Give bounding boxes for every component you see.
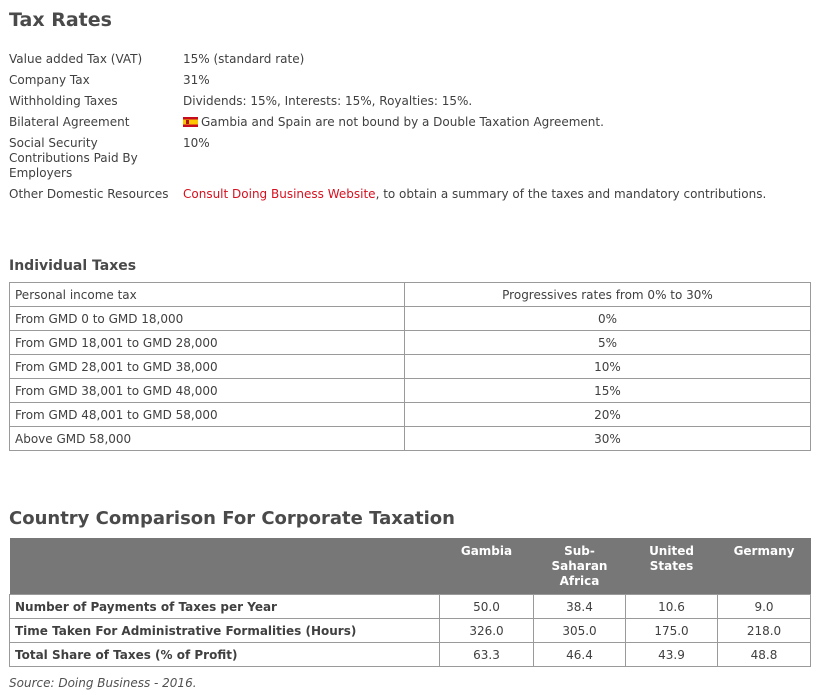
table-cell: Above GMD 58,000: [10, 427, 405, 451]
info-label: Social Security Contributions Paid By Employers: [9, 136, 138, 180]
table-row: [10, 355, 811, 379]
table-cell: 326.0: [440, 619, 534, 643]
spain-flag-icon: [183, 117, 198, 127]
table-cell: 46.4: [534, 643, 626, 667]
table-cell: Progressives rates from 0% to 30%: [405, 283, 811, 307]
table-cell: 5%: [405, 331, 811, 355]
info-label: Value added Tax (VAT): [9, 52, 143, 66]
page-title: Tax Rates: [9, 9, 112, 31]
table-cell: 305.0: [534, 619, 626, 643]
table-header-row: [10, 283, 811, 307]
info-row-social-security: [9, 136, 809, 181]
table-cell: 15%: [405, 379, 811, 403]
table-cell: From GMD 38,001 to GMD 48,000: [10, 379, 405, 403]
info-label: Bilateral Agreement: [9, 115, 130, 129]
comparison-header-row: [10, 538, 811, 595]
column-header-ssa: Sub-Saharan Africa: [534, 538, 626, 595]
row-label: Total Share of Taxes (% of Profit): [10, 643, 440, 667]
comparison-heading: Country Comparison For Corporate Taxation: [9, 508, 455, 529]
table-cell: From GMD 28,001 to GMD 38,000: [10, 355, 405, 379]
row-label: Number of Payments of Taxes per Year: [10, 595, 440, 619]
table-cell: From GMD 48,001 to GMD 58,000: [10, 403, 405, 427]
info-label: Company Tax: [9, 73, 90, 87]
info-label: Withholding Taxes: [9, 94, 118, 108]
table-cell: Personal income tax: [10, 283, 405, 307]
info-value: Dividends: 15%, Interests: 15%, Royalties: 15%.: [183, 94, 473, 108]
info-value: [183, 187, 809, 202]
individual-taxes-heading: Individual Taxes: [9, 258, 137, 274]
table-cell: 48.8: [718, 643, 811, 667]
table-cell: 175.0: [626, 619, 718, 643]
table-row: [10, 619, 811, 643]
source-note: Source: Doing Business - 2016.: [9, 676, 197, 690]
doing-business-link[interactable]: Consult Doing Business Website: [183, 187, 376, 201]
table-cell: 10%: [405, 355, 811, 379]
column-header-gambia: Gambia: [440, 538, 534, 595]
table-cell: 218.0: [718, 619, 811, 643]
table-row: [10, 427, 811, 451]
table-cell: 38.4: [534, 595, 626, 619]
table-row: [10, 595, 811, 619]
info-row-vat: [9, 52, 809, 67]
info-row-other-resources: [9, 187, 809, 202]
info-row-company-tax: [9, 73, 809, 88]
table-cell: 10.6: [626, 595, 718, 619]
table-cell: 63.3: [440, 643, 534, 667]
comparison-table: [9, 538, 811, 667]
table-cell: 9.0: [718, 595, 811, 619]
table-cell: 20%: [405, 403, 811, 427]
info-value: 15% (standard rate): [183, 52, 305, 66]
info-row-withholding: [9, 94, 809, 109]
table-cell: 0%: [405, 307, 811, 331]
table-row: [10, 403, 811, 427]
table-header-cell: [10, 538, 440, 595]
table-cell: 43.9: [626, 643, 718, 667]
info-label: Other Domestic Resources: [9, 187, 169, 201]
column-header-us: United States: [626, 538, 718, 595]
other-resources-text: , to obtain a summary of the taxes and mandatory contributions.: [375, 187, 767, 201]
table-row: [10, 643, 811, 667]
column-header-germany: Germany: [718, 538, 811, 595]
table-row: [10, 331, 811, 355]
table-row: [10, 379, 811, 403]
info-value: 10%: [183, 136, 210, 150]
info-value: [183, 115, 809, 130]
table-cell: 30%: [405, 427, 811, 451]
row-label: Time Taken For Administrative Formalities (Hours): [10, 619, 440, 643]
table-cell: From GMD 18,001 to GMD 28,000: [10, 331, 405, 355]
bilateral-text: Gambia and Spain are not bound by a Double Taxation Agreement.: [201, 115, 604, 129]
tax-info-list: [9, 52, 809, 208]
info-value: 31%: [183, 73, 210, 87]
individual-taxes-table: [9, 282, 811, 451]
table-row: [10, 307, 811, 331]
table-cell: 50.0: [440, 595, 534, 619]
info-row-bilateral: [9, 115, 809, 130]
table-cell: From GMD 0 to GMD 18,000: [10, 307, 405, 331]
